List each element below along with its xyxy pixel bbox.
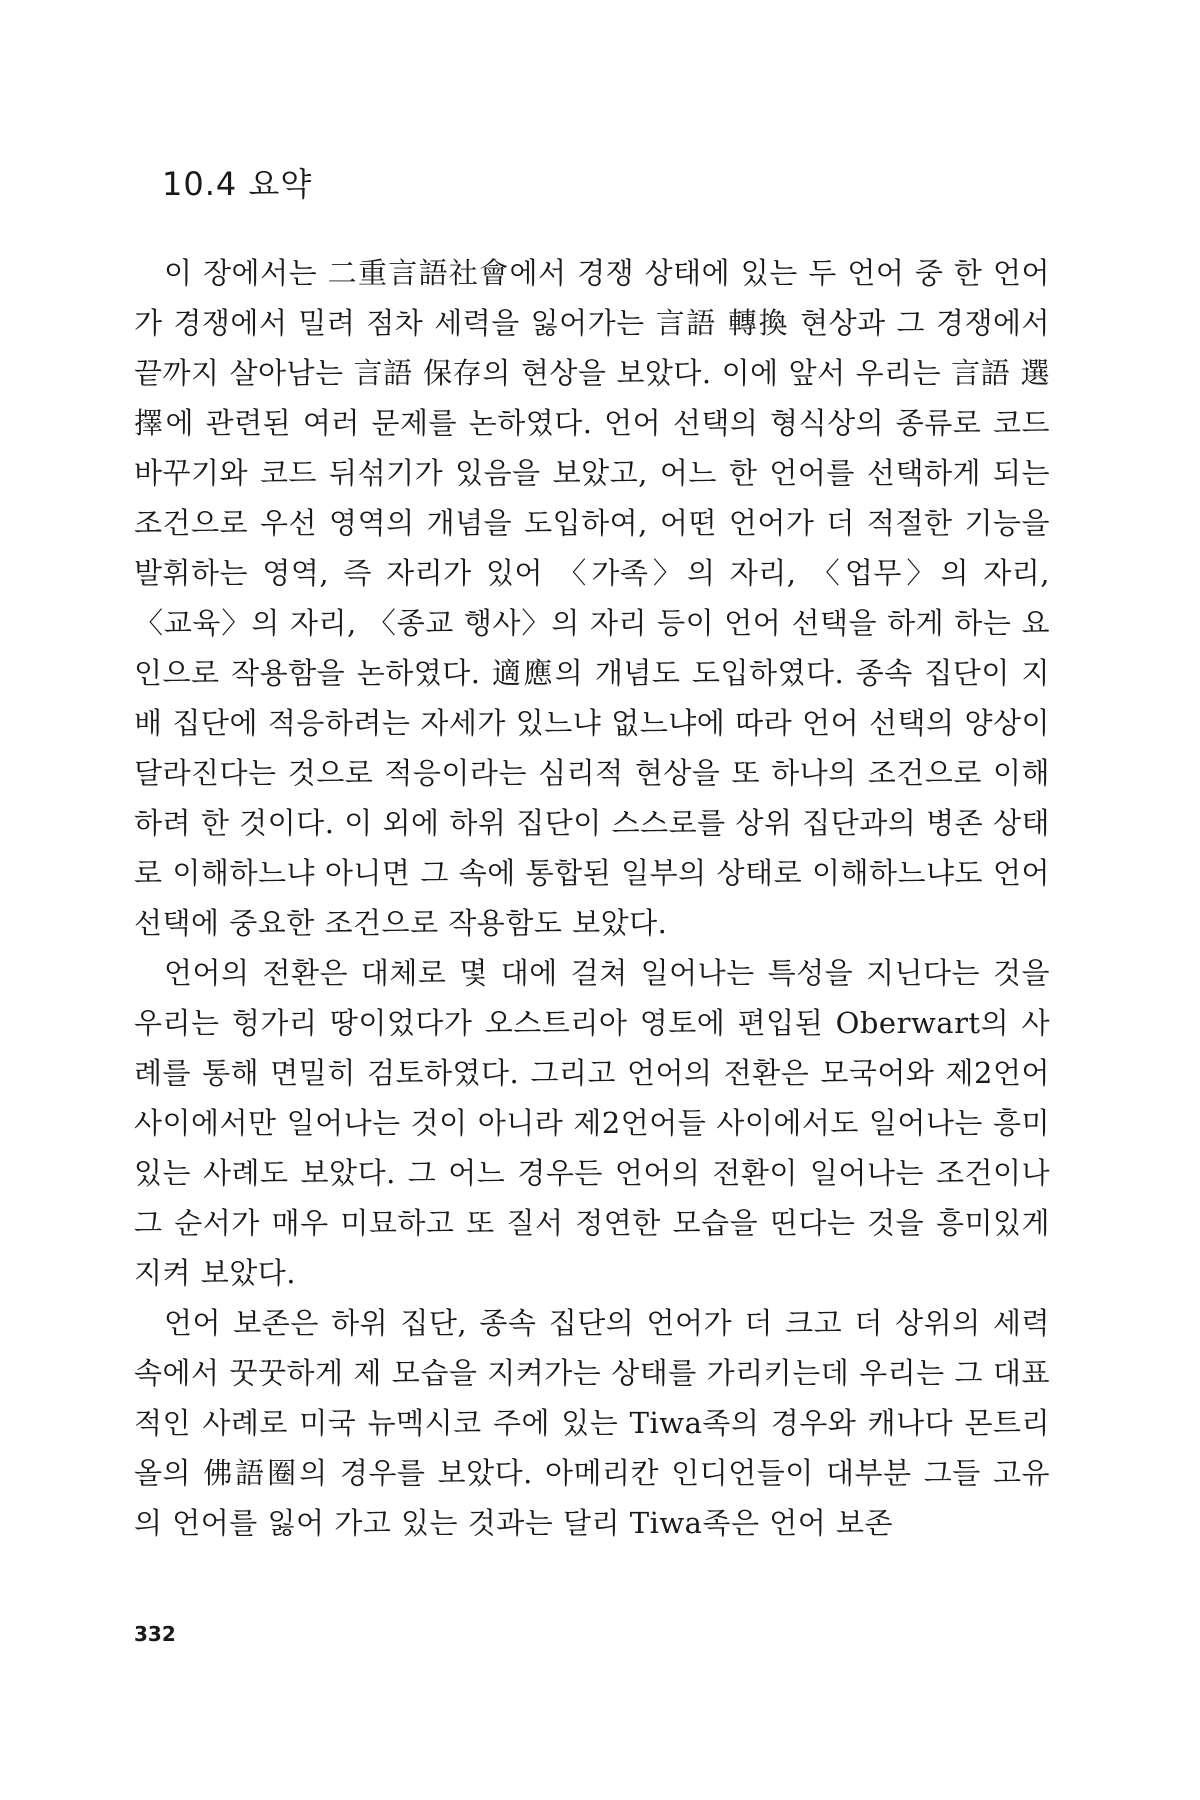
body-text — [134, 248, 1050, 1548]
paragraph-3: 언어 보존은 하위 집단, 종속 집단의 언어가 더 크고 더 상위의 세력 속에서 꿋꿋하게 제 모습을 지켜가는 상태를 가리키는데 우리는 그 대표적인 사례로 미국 뉴멕시코 주에 있는 Tiwa족의 경우와 캐나다 몬트리올의 佛語圈의 경우를 보았다. 아메리칸 인디언들이 대부분 그들 고유의 언어를 잃어 가고 있는 것과는 달리 Tiwa족은 언어 보존 — [134, 1306, 1050, 1540]
paragraph-2: 언어의 전환은 대체로 몇 대에 걸쳐 일어나는 특성을 지닌다는 것을 우리는 헝가리 땅이었다가 오스트리아 영토에 편입된 Oberwart의 사례를 통해 면밀히 검토하였다. 그리고 언어의 전환은 모국어와 제2언어 사이에서만 일어나는 것이 아니라 제2언어들 사이에서도 일어나는 흥미있는 사례도 보았다. 그 어느 경우든 언어의 전환이 일어나는 조건이나 그 순서가 매우 미묘하고 또 질서 정연한 모습을 띤다는 것을 흥미있게 지켜 보았다. — [134, 956, 1050, 1290]
paragraph-1: 이 장에서는 二重言語社會에서 경쟁 상태에 있는 두 언어 중 한 언어가 경쟁에서 밀려 점차 세력을 잃어가는 言語 轉換 현상과 그 경쟁에서 끝까지 살아남는 言語 保存의 현상을 보았다. 이에 앞서 우리는 言語 選擇에 관련된 여러 문제를 논하였다. 언어 선택의 형식상의 종류로 코드 바꾸기와 코드 뒤섞기가 있음을 보았고, 어느 한 언어를 선택하게 되는 조건으로 우선 영역의 개념을 도입하여, 어떤 언어가 더 적절한 기능을 발휘하는 영역, 즉 자리가 있어 〈가족〉의 자리, 〈업무〉의 자리, 〈교육〉의 자리, 〈종교 행사〉의 자리 등이 언어 선택을 하게 하는 요인으로 작용함을 논하였다. 適應의 개념도 도입하였다. 종속 집단이 지배 집단에 적응하려는 자세가 있느냐 없느냐에 따라 언어 선택의 양상이 달라진다는 것으로 적응이라는 심리적 현상을 또 하나의 조건으로 이해하려 한 것이다. 이 외에 하위 집단이 스스로를 상위 집단과의 병존 상태로 이해하느냐 아니면 그 속에 통합된 일부의 상태로 이해하느냐도 언어 선택에 중요한 조건으로 작용함도 보았다. — [134, 256, 1050, 940]
section-heading: 10.4 요약 — [162, 165, 313, 203]
page-number: 332 — [134, 1622, 176, 1646]
